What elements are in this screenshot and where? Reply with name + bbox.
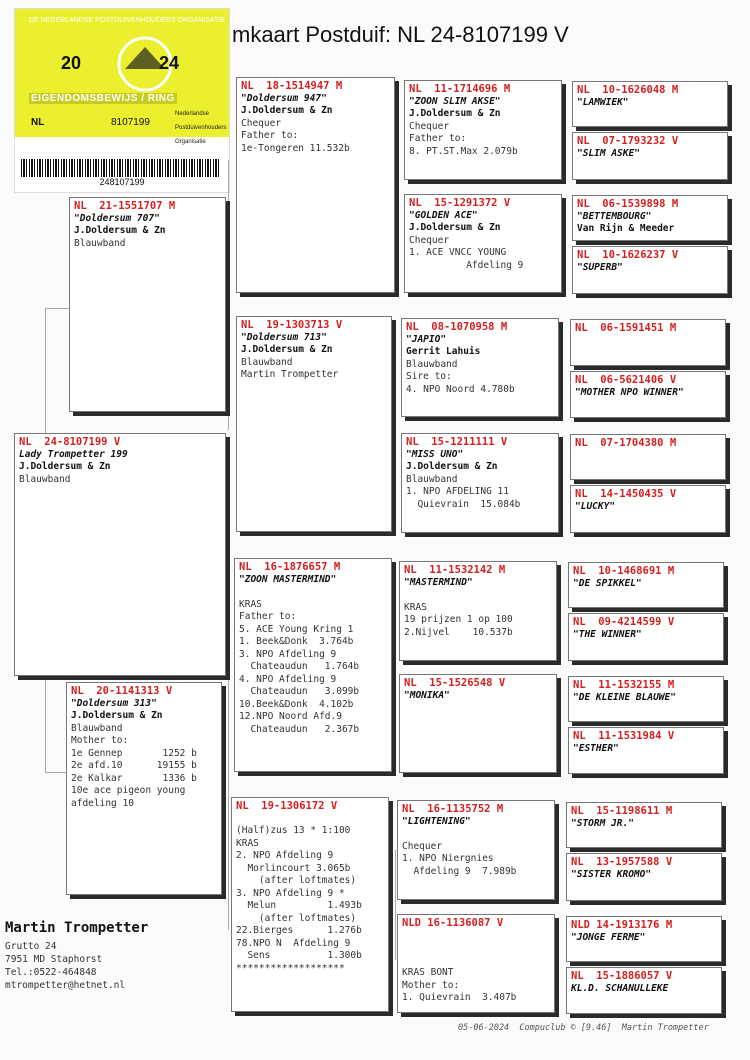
pigeon-ring-number: NL 14-1450435 V — [575, 488, 677, 500]
pigeon-detail-line — [402, 930, 550, 943]
pigeon-detail-line — [236, 813, 384, 826]
owner-name: Martin Trompetter — [5, 920, 149, 936]
pigeon-card-great-grandparent — [397, 800, 555, 900]
pigeon-card-ancestor — [572, 132, 728, 180]
pigeon-detail-line: Sens 1.300b — [236, 950, 362, 961]
pigeon-ring-number: NL 15-1886057 V — [571, 970, 673, 982]
pigeon-detail-line: KRAS — [404, 601, 427, 613]
pigeon-detail-line: Blauwband — [71, 722, 123, 734]
pigeon-detail-line — [402, 955, 550, 968]
pigeon-detail-line: Chequer — [409, 234, 450, 246]
pigeon-detail-line: 5. ACE Young Kring 1 — [239, 623, 354, 635]
pigeon-card-great-grandparent — [404, 194, 562, 293]
pigeon-ring-number: NL 15-1198611 M — [571, 805, 673, 817]
pigeon-detail-line: 2. NPO Afdeling 9 — [236, 850, 334, 861]
pigeon-detail-line: 3. NPO Afdeling 9 * — [236, 887, 345, 899]
pigeon-detail-line: Afdeling 9 — [409, 259, 524, 271]
pigeon-name: "STORM JR." — [571, 817, 634, 829]
pigeon-detail-line: Chequer — [241, 117, 282, 129]
owner-info — [5, 922, 148, 992]
pigeon-owner: J.Doldersum & Zn — [406, 461, 498, 472]
pigeon-detail-line: 8. PT.ST.Max 2.079b — [409, 145, 518, 157]
ring-year-right: 24 — [159, 53, 180, 73]
pigeon-owner: J.Doldersum & Zn — [19, 461, 111, 472]
pigeon-ring-number: NL 16-1135752 M — [402, 803, 504, 815]
pigeon-name: "Doldersum 313" — [71, 697, 157, 709]
pigeon-card-ancestor — [570, 319, 726, 366]
pigeon-name: "SLIM ASKE" — [577, 147, 640, 159]
pigeon-detail-line: 1. Quievrain 3.407b — [402, 992, 517, 1003]
pigeon-ring-number: NL 07-1704380 M — [575, 437, 677, 449]
pigeon-detail-line: afdeling 10 — [71, 797, 134, 809]
pigeon-card-ancestor — [568, 676, 724, 722]
pigeon-detail-line: 4. NPO Afdeling 9 — [239, 673, 337, 685]
pigeon-card-great-grandparent — [401, 433, 559, 533]
pigeon-detail-line: 22.Bierges 1.276b — [236, 925, 362, 936]
pigeon-card-ancestor — [566, 916, 722, 962]
pigeon-card-ancestor — [568, 562, 724, 608]
pigeon-detail-line: Mother to: — [402, 979, 460, 991]
pigeon-detail-line: Blauwband — [406, 358, 458, 370]
pigeon-detail-line — [239, 586, 387, 599]
connector-line — [45, 676, 68, 773]
pigeon-detail-line: Chateaudun 2.367b — [239, 723, 360, 735]
pigeon-detail-line: ******************* — [236, 962, 345, 974]
pigeon-card-ancestor — [566, 853, 722, 901]
pigeon-detail-line: Mother to: — [71, 735, 129, 746]
pigeon-detail-line: 4. NPO Noord 4.780b — [406, 383, 515, 395]
pigeon-detail-line: KRAS BONT — [402, 967, 454, 978]
pigeon-detail-line: 78.NPO N Afdeling 9 — [236, 937, 351, 949]
pigeon-ring-number: NLD 14-1913176 M — [571, 919, 673, 931]
pigeon-card-ancestor — [570, 434, 726, 480]
ring-year-left: 20 — [61, 53, 82, 73]
pigeon-detail-line: Sire to: — [406, 371, 452, 382]
pigeon-owner: J.Doldersum & Zn — [74, 225, 166, 236]
pigeon-detail-line: 1e-Tongeren 11.532b — [241, 142, 350, 154]
pigeon-owner: J.Doldersum & Zn — [409, 222, 501, 233]
pigeon-card-great-grandparent — [397, 914, 555, 1013]
pigeon-ring-number: NL 19-1303713 V — [241, 319, 343, 331]
pigeon-name: "JAPIO" — [406, 333, 447, 345]
pigeon-card-grandparent — [234, 558, 392, 772]
pigeon-name: "Doldersum 713" — [241, 331, 327, 343]
pigeon-name: "GOLDEN ACE" — [409, 209, 478, 221]
pigeon-detail-line: Father to: — [239, 611, 297, 622]
owner-street: Grutto 24 — [5, 941, 57, 952]
pigeon-ring-number: NL 15-1211111 V — [406, 436, 508, 448]
pigeon-detail-line: Martin Trompetter — [241, 369, 339, 380]
pigeon-detail-line: Chequer — [409, 120, 450, 132]
pigeon-ring-number: NL 20-1141313 V — [71, 685, 173, 697]
pigeon-detail-line: 2e Kalkar 1336 b — [71, 772, 197, 784]
pigeon-card-great-grandparent — [399, 674, 557, 773]
pigeon-owner: Gerrit Lahuis — [406, 346, 481, 357]
pigeon-owner: J.Doldersum & Zn — [241, 105, 333, 116]
pigeon-card-ancestor — [572, 246, 728, 294]
pigeon-detail-line: Morlincourt 3.065b — [236, 862, 351, 874]
pigeon-ring-number: NL 19-1306172 V — [236, 800, 338, 812]
pigeon-detail-line: 1. NPO AFDELING 11 — [406, 486, 509, 497]
pigeon-detail-line: Blauwband — [74, 237, 126, 249]
pigeon-card-ancestor — [570, 485, 726, 533]
pigeon-ring-number: NLD 16-1136087 V — [402, 917, 504, 929]
footer: 05-06-2024 Compuclub © [9.46] Martin Trompetter — [458, 1023, 709, 1033]
pigeon-detail-line: Blauwband — [19, 473, 71, 485]
pigeon-owner: J.Doldersum & Zn — [241, 344, 333, 355]
pigeon-name: "DE SPIKKEL" — [573, 577, 642, 589]
barcode-number: 248107199 — [99, 177, 145, 187]
pigeon-name: "LUCKY" — [575, 500, 616, 512]
pigeon-ring-number: NL 06-1539898 M — [577, 198, 679, 210]
pigeon-detail-line — [402, 828, 550, 841]
pigeon-ring-number: NL 21-1551707 M — [74, 200, 176, 212]
pigeon-name: "MOTHER NPO WINNER" — [575, 386, 684, 398]
pigeon-detail-line: (after loftmates) — [236, 912, 357, 924]
connector-line — [395, 130, 404, 240]
pigeon-name: "Doldersum 947" — [241, 92, 327, 104]
pigeon-detail-line: Afdeling 9 7.989b — [402, 865, 517, 877]
pigeon-detail-line: 1. Beek&Donk 3.764b — [239, 636, 354, 647]
pigeon-name: "DE KLEINE BLAUWE" — [573, 691, 676, 703]
pigeon-name: "ESTHER" — [573, 742, 619, 754]
pigeon-detail-line: 10e ace pigeon young — [71, 785, 186, 796]
pigeon-name: "THE WINNER" — [573, 628, 642, 640]
pigeon-detail-line: 10.Beek&Donk 4.102b — [239, 698, 354, 710]
pigeon-name: "JONGE FERME" — [571, 931, 646, 943]
pigeon-owner: J.Doldersum & Zn — [71, 710, 163, 721]
pigeon-ring-number: NL 11-1532142 M — [404, 564, 506, 576]
ring-certificate — [14, 8, 230, 193]
pigeon-ring-number: NL 11-1531984 V — [573, 730, 675, 742]
pigeon-detail-line: Father to: — [409, 133, 467, 144]
pigeon-detail-line: Chateaudun 3.099b — [239, 686, 360, 697]
ring-card-header: DE NEDERLANDSE POSTDUIVENHOUDERS ORGANISATIE — [29, 17, 225, 24]
pigeon-ring-number: NL 18-1514947 M — [241, 80, 343, 92]
pigeon-card-ancestor — [568, 727, 724, 774]
pigeon-name: "SUPERB" — [577, 261, 623, 273]
pigeon-name: "Doldersum 707" — [74, 212, 160, 224]
pigeon-detail-line: Quievrain 15.084b — [406, 498, 521, 510]
pigeon-name: "MASTERMIND" — [404, 576, 473, 588]
pigeon-card-grandparent — [236, 316, 392, 532]
pigeon-card-subject — [14, 433, 226, 676]
pigeon-ring-number: NL 15-1291372 V — [409, 197, 511, 209]
pigeon-detail-line: (after loftmates) — [236, 875, 357, 886]
pigeon-card-ancestor — [572, 81, 728, 127]
owner-city: 7951 MD Staphorst — [5, 954, 103, 965]
pigeon-detail-line: 12.NPO Noord Afd.9 — [239, 711, 342, 722]
pigeon-owner: Van Rijn & Meeder — [577, 223, 675, 234]
pigeon-ring-number: NL 10-1468691 M — [573, 565, 675, 577]
pigeon-card-great-grandparent — [399, 561, 557, 661]
pigeon-owner: J.Doldersum & Zn — [409, 108, 501, 119]
pigeon-detail-line: 19 prijzen 1 op 100 — [404, 614, 513, 625]
pigeon-detail-line: 3. NPO Afdeling 9 — [239, 648, 337, 660]
pigeon-ring-number: NL 11-1532155 M — [573, 679, 675, 691]
pigeon-detail-line: KRAS — [239, 598, 262, 610]
pigeon-name: "ZOON MASTERMIND" — [239, 573, 337, 585]
pigeon-ring-number: NL 06-1591451 M — [575, 322, 677, 334]
pigeon-ring-number: NL 16-1876657 M — [239, 561, 341, 573]
pigeon-detail-line: Melun 1.493b — [236, 900, 362, 911]
pigeon-detail-line: 1. NPO Niergnies — [402, 853, 494, 864]
pigeon-ring-number: NL 10-1626237 V — [577, 249, 679, 261]
pigeon-name: "BETTEMBOURG" — [577, 210, 652, 222]
pigeon-name: "ZOON SLIM AKSE" — [409, 95, 501, 107]
pigeon-detail-line: (Half)zus 13 * 1:100 — [236, 825, 351, 836]
pigeon-detail-line: 1. ACE VNCC YOUNG — [409, 247, 507, 258]
pigeon-ring-number: NL 24-8107199 V — [19, 436, 121, 448]
pigeon-card-grandparent — [231, 797, 389, 1012]
pigeon-detail-line: KRAS — [236, 837, 259, 849]
pigeon-detail-line: Blauwband — [406, 473, 458, 485]
pigeon-ring-number: NL 15-1526548 V — [404, 677, 506, 689]
pigeon-ring-number: NL 08-1070958 M — [406, 321, 508, 333]
pigeon-card-mother — [66, 682, 222, 895]
pigeon-card-ancestor — [566, 967, 722, 1014]
pigeon-card-ancestor — [572, 195, 728, 241]
pigeon-ring-number: NL 13-1957588 V — [571, 856, 673, 868]
pigeon-detail-line — [402, 942, 550, 955]
pigeon-detail-line: 2e afd.10 19155 b — [71, 760, 197, 771]
pigeon-detail-line: 2.Nijvel 10.537b — [404, 626, 513, 638]
pigeon-detail-line: Blauwband — [241, 356, 293, 368]
pigeon-ring-number: NL 06-5621406 V — [575, 374, 677, 386]
pigeon-name: Lady Trompetter 199 — [19, 448, 128, 460]
pigeon-name: "MISS UNO" — [406, 448, 464, 460]
owner-email: mtrompetter@hetnet.nl — [5, 980, 126, 991]
ring-number: 8107199 — [111, 117, 150, 128]
pigeon-name: "LIGHTENING" — [402, 815, 471, 827]
pigeon-detail-line: 1e Gennep 1252 b — [71, 747, 197, 759]
barcode — [21, 159, 221, 177]
ring-label: EIGENDOMSBEWIJS / RING — [31, 93, 175, 104]
pigeon-ring-number: NL 11-1714696 M — [409, 83, 511, 95]
page-title: mkaart Postduif: NL 24-8107199 V — [232, 22, 569, 47]
pigeon-ring-number: NL 10-1626048 M — [577, 84, 679, 96]
pigeon-name: KL.D. SCHANULLEKE — [571, 982, 669, 994]
pigeon-ring-number: NL 07-1793232 V — [577, 135, 679, 147]
owner-phone: Tel.:0522-464848 — [5, 967, 97, 978]
pigeon-card-ancestor — [566, 802, 722, 848]
pigeon-card-ancestor — [568, 613, 724, 661]
pigeon-detail-line — [404, 589, 552, 602]
ring-organisation: Nederlandse Postduivenhouders Organisatie — [175, 111, 227, 145]
pigeon-card-grandparent — [236, 77, 395, 293]
pigeon-name: "SISTER KROMO" — [571, 868, 652, 880]
pigeon-card-great-grandparent — [404, 80, 562, 180]
pigeon-detail-line: Chequer — [402, 840, 443, 852]
pigeon-name: "LAMWIEK" — [577, 96, 629, 108]
pigeon-detail-line: Chateaudun 1.764b — [239, 661, 360, 672]
pigeon-name: "MONIKA" — [404, 689, 450, 701]
pigeon-detail-line: Father to: — [241, 130, 299, 141]
connector-line — [45, 308, 70, 435]
pigeon-ring-number: NL 09-4214599 V — [573, 616, 675, 628]
pigeon-card-father — [69, 197, 226, 412]
ring-country: NL — [31, 117, 45, 128]
pigeon-card-ancestor — [570, 371, 726, 418]
pigeon-card-great-grandparent — [401, 318, 559, 417]
